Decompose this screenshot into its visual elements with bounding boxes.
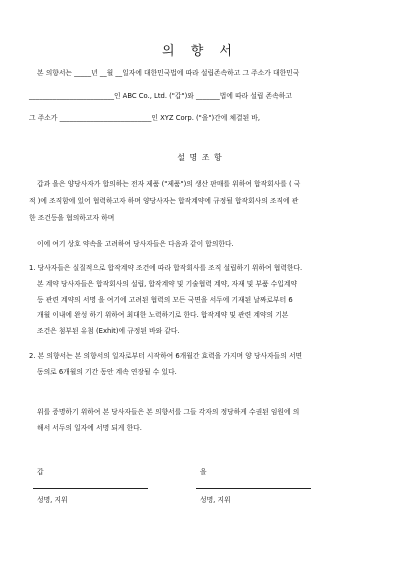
section-title: 설 명 조 항 (177, 153, 223, 162)
recital-line-1: 갑과 을은 양당사자가 합의하는 전자 제품 ("제품")의 생산 판매를 위하여 합작회사를 ( 국 (37, 180, 301, 188)
clause-1-line-3: 등 관련 계약의 서명 을 여기에 고려된 협력의 모든 국면을 서두에 기재된 날짜로부터 6 (37, 296, 293, 304)
party-b-caption: 성명, 지위 (200, 496, 231, 504)
intro-line-3: 그 주소가 ___________________________인 XYZ Corp. ("을")간에 체결된 바, (29, 114, 261, 122)
clause-1-line-4: 개월 이내에 완성 하기 위하여 최대한 노력하기로 한다. 합작계약 및 관련 계약의 기본 (37, 311, 289, 319)
agreement-intro: 이에 여기 상호 약속을 고려하여 당사자들은 다음과 같이 합의한다. (37, 240, 234, 248)
clause-2-line-1: 2. 본 의향서는 본 의향서의 일자로부터 시작하여 6개월간 효력을 가지며 양 당사자들의 서면 (29, 352, 303, 360)
recital-line-3: 한 조건등을 협의하고자 하며 (29, 214, 115, 222)
party-b-signature-line (196, 488, 311, 489)
clause-1-line-5: 조건은 첨부된 유첨 (Exhit)에 규정된 바와 같다. (37, 327, 180, 335)
intro-line-2: _________________________인 ABC Co., Ltd. ("갑")와 _______법에 따라 설립 존속하고 (29, 92, 292, 100)
clause-2-line-2: 동의로 6개월의 기간 동안 계속 연장될 수 있다. (37, 368, 177, 376)
party-a-caption: 성명, 지위 (37, 496, 68, 504)
document-title: 의 향 서 (162, 44, 238, 59)
intro-line-1: 본 의향서는 _____년 __월 __일자에 대한민국법에 따라 설립존속하고 그 주소가 대한민국 (37, 69, 300, 77)
recital-line-2: 적 )에 조직함에 있어 협력하고자 하며 양당사자는 합작계약에 규정될 합작회사의 조직에 관 (29, 197, 299, 205)
party-b-label: 을 (200, 468, 207, 476)
party-a-signature-line (33, 488, 148, 489)
witness-line-1: 위를 증명하기 위하여 본 당사자들은 본 의향서를 그들 각자의 정당하게 수권된 임원에 의 (37, 408, 300, 416)
witness-line-2: 해서 서두의 일자에 서명 되게 한다. (37, 424, 142, 432)
party-a-label: 갑 (37, 468, 44, 476)
clause-1-line-1: 1. 당사자들은 실질적으로 합작계약 조건에 따라 합작회사를 조직 설립하기 위하여 협력한다. (29, 264, 303, 272)
clause-1-line-2: 본 계약 당사자들은 합작회사의 설립, 합작계약 및 기술협력 계약, 자재 및 부품 수입계약 (37, 280, 298, 288)
